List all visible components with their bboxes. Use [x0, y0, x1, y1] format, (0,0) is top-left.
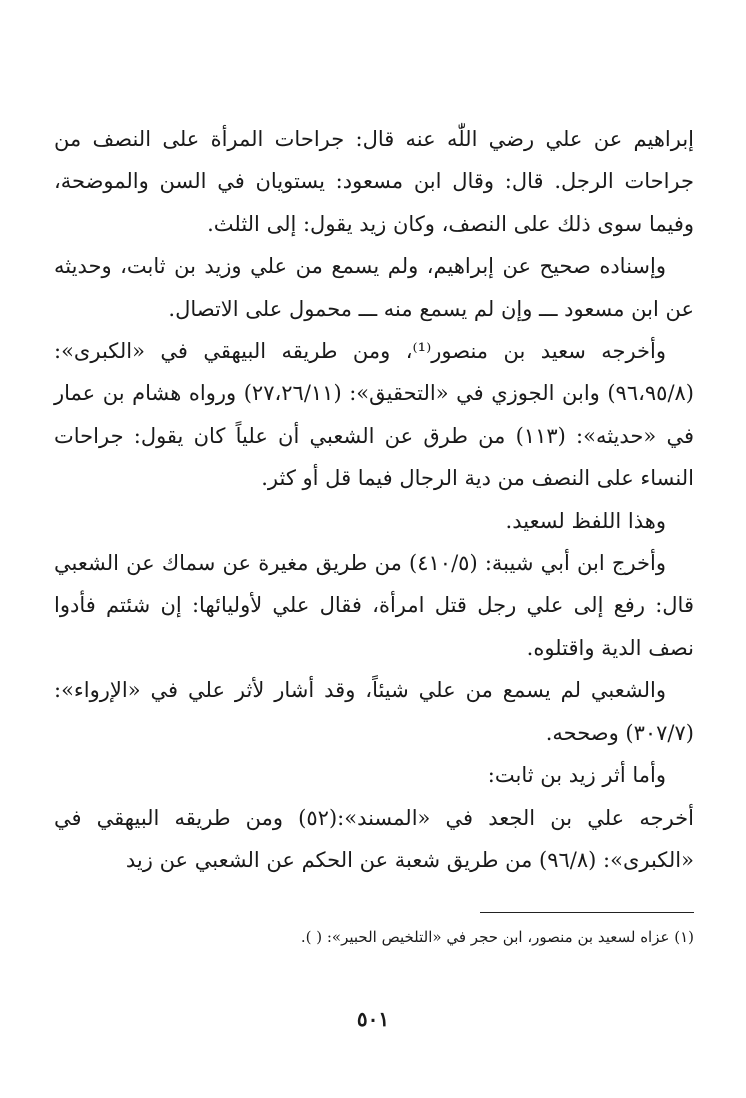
footnote-divider	[480, 912, 694, 913]
paragraph-saeed-ibn-mansur: وأخرجه سعيد بن منصور⁽¹⁾، ومن طريقه البيهقي في «الكبرى»: (٩٦،٩٥/٨) وابن الجوزي في «التحقيق»: (٢٧،٢٦/١١) ورواه هشام بن عمار في «حديثه»: (١١٣) من طرق عن الشعبي أن علياً كان يقول: جراحات النساء على النصف من دية الرجال فيما قل أو كثر.	[54, 339, 694, 491]
page-number: ٥٠١	[356, 1007, 390, 1031]
paragraph-shabi-note: والشعبي لم يسمع من علي شيئاً، وقد أشار لأثر علي في «الإرواء»: (٣٠٧/٧) وصححه.	[54, 678, 694, 745]
paragraph-ibrahim-narration: إبراهيم عن علي رضي اللّٰه عنه قال: جراحات المرأة على النصف من جراحات الرجل. قال: وقال ابن مسعود: يستويان في السن والموضحة، وفيما سوى ذلك على النصف، وكان زيد يقول: إلى الثلث.	[54, 127, 694, 236]
paragraph-ibn-al-jad: أخرجه علي بن الجعد في «المسند»:(٥٢) ومن طريقه البيهقي في «الكبرى»: (٩٦/٨) من طريق شعبة عن الحكم عن الشعبي عن زيد	[54, 805, 694, 872]
paragraph-zayd-heading: وأما أثر زيد بن ثابت:	[487, 763, 666, 788]
paragraph-ibn-abi-shaybah: وأخرج ابن أبي شيبة: (٤١٠/٥) من طريق مغيرة عن سماك عن الشعبي قال: رفع إلى علي رجل قتل امرأة، فقال علي لأوليائها: إن شئتم فأدوا نصف الدية واقتلوه.	[54, 551, 694, 660]
paragraph-isnad-assessment: وإسناده صحيح عن إبراهيم، ولم يسمع من علي وزيد بن ثابت، وحديثه عن ابن مسعود ـــ وإن لم يسمع منه ـــ محمول على الاتصال.	[54, 254, 694, 321]
main-text	[54, 118, 694, 881]
footnote: (١) عزاه لسعيد بن منصور، ابن حجر في «التلخيص الحبير»: ( ).	[300, 928, 694, 946]
paragraph-wording-note: وهذا اللفظ لسعيد.	[505, 508, 666, 533]
